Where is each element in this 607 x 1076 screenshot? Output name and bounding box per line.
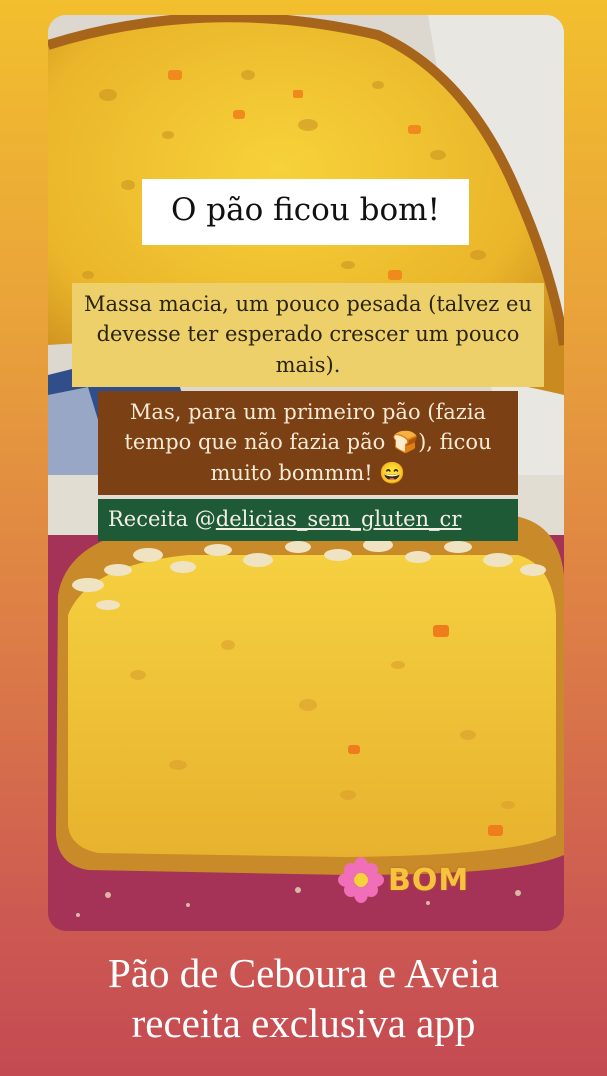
flower-icon	[338, 857, 384, 903]
bread-loaf-photo-bottom	[48, 475, 564, 931]
bom-word: BOM	[388, 862, 470, 898]
sticker-title[interactable]: O pão ficou bom!	[142, 179, 469, 245]
sticker-note[interactable]: Massa macia, um pouco pesada (talvez eu devesse ter esperado crescer um pouco mais).	[72, 283, 544, 387]
credit-prefix: Receita @	[108, 507, 216, 531]
bom-sticker[interactable]	[338, 860, 469, 900]
sticker-note-2[interactable]: Mas, para um primeiro pão (fazia tempo que não fazia pão 🍞), ficou muito bommm! 😄	[98, 391, 518, 495]
caption-line-2: receita exclusiva app	[131, 1000, 476, 1046]
sticker-credit[interactable]	[98, 499, 518, 541]
story-card[interactable]	[48, 15, 564, 931]
caption	[0, 948, 607, 1048]
caption-line-1: Pão de Ceboura e Aveia	[108, 950, 499, 996]
credit-handle-link[interactable]: delicias_sem_gluten_cr	[215, 507, 462, 531]
